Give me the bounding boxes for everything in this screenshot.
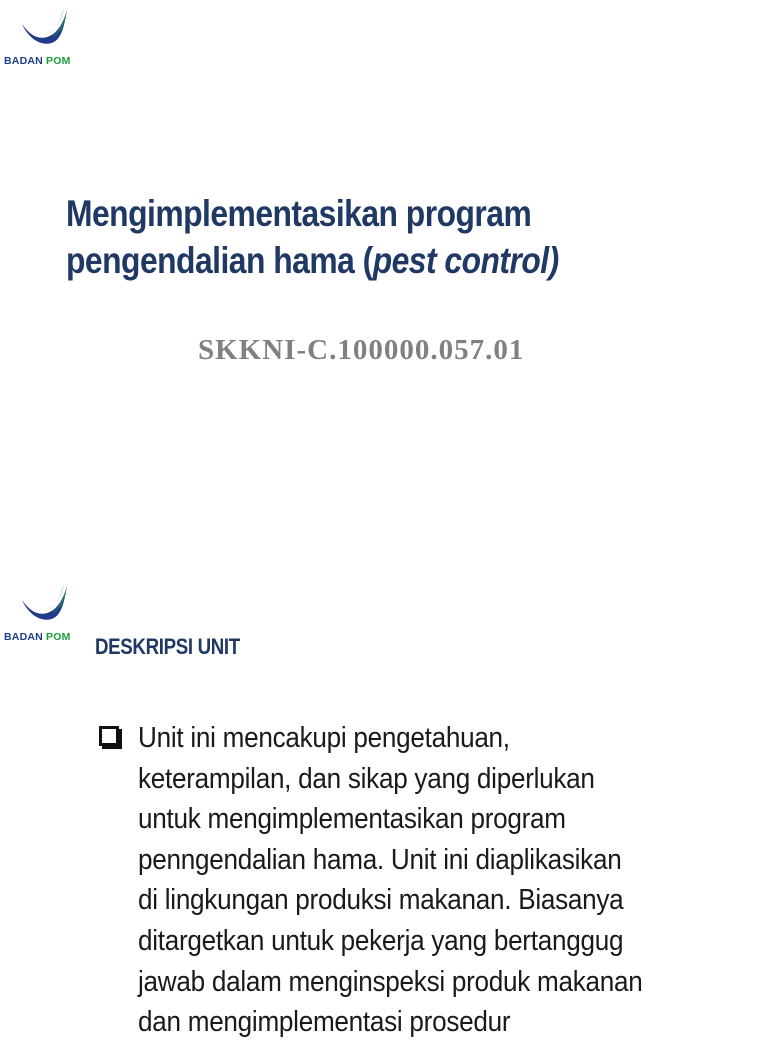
logo-wordmark <box>4 631 71 643</box>
badan-pom-swoosh-icon <box>20 580 70 630</box>
unit-code: SKKNI-C.100000.057.01 <box>198 334 525 366</box>
title-line-2 <box>66 237 659 284</box>
bullet-line: di lingkungan produksi makanan. Biasanya <box>138 884 624 917</box>
title-line-1: Mengimplementasikan program <box>66 193 532 234</box>
bullet-line: penngendalian hama. Unit ini diaplikasikan <box>138 843 622 876</box>
bullet-line: untuk mengimplementasikan program <box>138 803 566 836</box>
bullet-line: Unit ini mencakupi pengetahuan, <box>138 722 510 754</box>
badan-pom-swoosh-icon <box>20 4 70 54</box>
bullet-line: keterampilan, dan sikap yang diperlukan <box>138 762 595 795</box>
logo-word-badan: BADAN <box>4 631 43 643</box>
bullet-line: ditargetkan untuk pekerja yang bertanggug <box>138 924 624 957</box>
logo-word-badan: BADAN <box>4 55 43 67</box>
section-title: DESKRIPSI UNIT <box>95 634 240 659</box>
bullet-line: dan mengimplementasi prosedur <box>138 1006 511 1039</box>
logo-word-pom: POM <box>46 55 71 67</box>
bullet-line: jawab dalam menginspeksi produk makanan <box>138 965 643 998</box>
bullet-text <box>138 718 678 1043</box>
badan-pom-logo <box>2 580 80 644</box>
page-title <box>66 190 659 284</box>
logo-wordmark <box>4 55 71 67</box>
logo-word-pom: POM <box>46 631 71 643</box>
badan-pom-logo <box>2 4 80 68</box>
title-line-2-italic: pest control) <box>372 240 559 281</box>
checkbox-bullet-icon <box>99 726 119 746</box>
title-line-2-text: pengendalian hama ( <box>66 240 373 281</box>
